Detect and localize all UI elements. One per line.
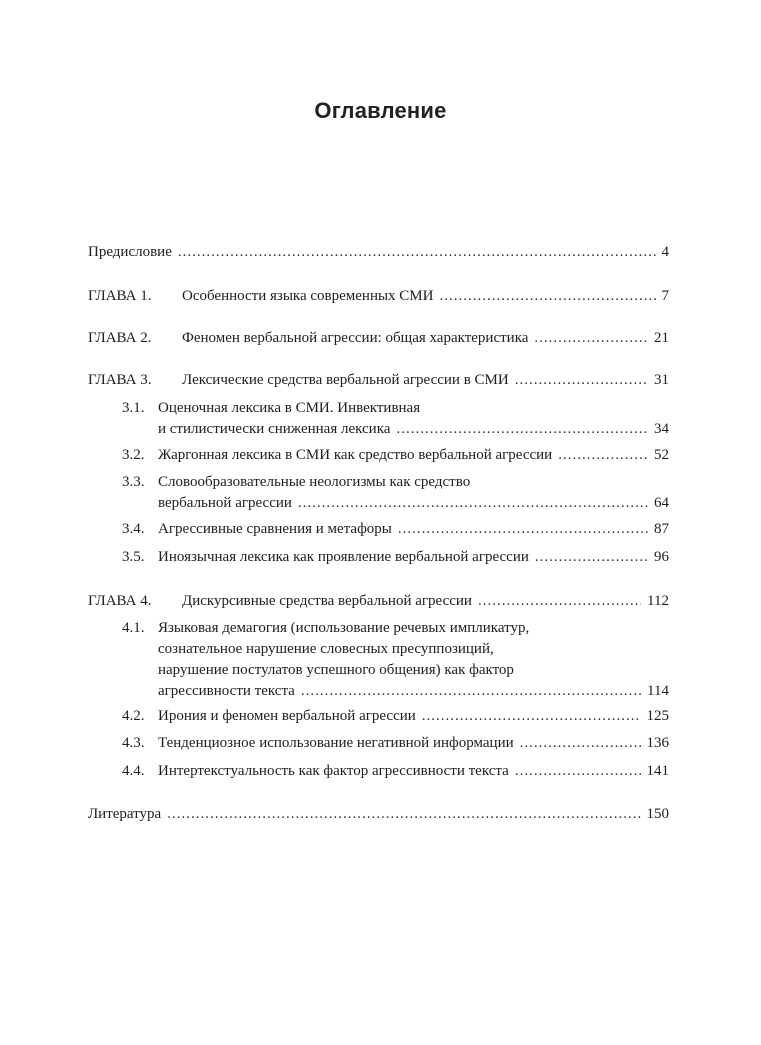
toc-entry-chapter-1[interactable] [88,286,669,307]
entry-page-number: 34 [654,421,669,437]
section-number: 4.2. [122,708,145,724]
dot-leader [422,706,641,727]
section-number: 4.4. [122,763,145,779]
entry-title-line: Оценочная лексика в СМИ. Инвективная [158,400,421,416]
toc-entry-literature[interactable] [88,804,669,825]
dot-leader [520,733,641,754]
dot-leader [515,370,648,391]
toc-entry-chapter-3[interactable] [88,370,669,391]
entry-title: Предисловие [88,244,172,260]
entry-page-number: 52 [654,447,669,463]
entry-title-line: агрессивности текста [158,683,295,699]
entry-title-line: нарушение постулатов успешного общения) как фактор [158,662,514,678]
entry-title: Интертекстуальность как фактор агрессивности текста [158,763,509,779]
entry-title: Агрессивные сравнения и метафоры [158,521,392,537]
chapter-number: ГЛАВА 3. [88,372,152,388]
dot-leader [301,681,641,702]
dot-leader [396,419,648,440]
section-number: 3.1. [122,400,145,416]
dot-leader [558,445,648,466]
entry-page-number: 114 [647,683,669,699]
toc-entry-section-4-1[interactable] [122,618,669,702]
dot-leader [178,242,656,263]
entry-title-line: Языковая демагогия (использование речевых импликатур, [158,620,530,636]
toc-entry-section-4-4[interactable] [122,761,669,782]
toc-entry-section-3-2[interactable] [122,445,669,466]
entry-title: Дискурсивные средства вербальной агрессии [182,593,472,609]
entry-title: Особенности языка современных СМИ [182,288,434,304]
section-number: 3.3. [122,474,145,490]
toc-entry-chapter-2[interactable] [88,328,669,349]
entry-title-line: и стилистически сниженная лексика [158,421,391,437]
section-number: 3.4. [122,521,145,537]
entry-page-number: 4 [661,244,669,260]
chapter-number: ГЛАВА 2. [88,330,152,346]
dot-leader [439,286,655,307]
toc-entry-section-4-3[interactable] [122,733,669,754]
entry-title-line: вербальной агрессии [158,495,292,511]
toc-entry-chapter-4[interactable] [88,591,669,612]
entry-title: Лексические средства вербальной агрессии в СМИ [182,372,509,388]
section-number: 4.1. [122,620,145,636]
entry-title-line: сознательное нарушение словесных пресуппозиций, [158,641,494,657]
section-number: 3.5. [122,549,145,565]
dot-leader [534,328,648,349]
entry-title: Литература [88,806,162,822]
dot-leader [298,493,648,514]
entry-page-number: 31 [654,372,669,388]
toc-entry-section-4-2[interactable] [122,706,669,727]
toc-entry-section-3-1[interactable] [122,398,669,440]
chapter-number: ГЛАВА 1. [88,288,152,304]
entry-title-line: Словообразовательные неологизмы как средство [158,474,471,490]
entry-title: Феномен вербальной агрессии: общая характеристика [182,330,529,346]
toc-entry-section-3-3[interactable] [122,472,669,514]
entry-title: Ирония и феномен вербальной агрессии [158,708,416,724]
entry-page-number: 64 [654,495,669,511]
dot-leader [167,804,640,825]
dot-leader [478,591,641,612]
entry-page-number: 21 [654,330,669,346]
entry-page-number: 87 [654,521,669,537]
dot-leader [398,519,648,540]
section-number: 3.2. [122,447,145,463]
entry-title: Иноязычная лексика как проявление вербальной агрессии [158,549,529,565]
entry-title: Тенденциозное использование негативной информации [158,735,514,751]
entry-page-number: 112 [647,593,669,609]
section-number: 4.3. [122,735,145,751]
dot-leader [535,547,648,568]
entry-title: Жаргонная лексика в СМИ как средство вербальной агрессии [158,447,553,463]
entry-page-number: 136 [646,735,669,751]
entry-page-number: 7 [661,288,669,304]
entry-page-number: 150 [646,806,669,822]
entry-page-number: 125 [646,708,669,724]
chapter-number: ГЛАВА 4. [88,593,152,609]
toc-entry-preface[interactable] [88,242,669,263]
page-title: Оглавление [314,98,447,123]
entry-page-number: 141 [646,763,669,779]
entry-page-number: 96 [654,549,669,565]
toc-entry-section-3-4[interactable] [122,519,669,540]
toc-entry-section-3-5[interactable] [122,547,669,568]
dot-leader [515,761,641,782]
